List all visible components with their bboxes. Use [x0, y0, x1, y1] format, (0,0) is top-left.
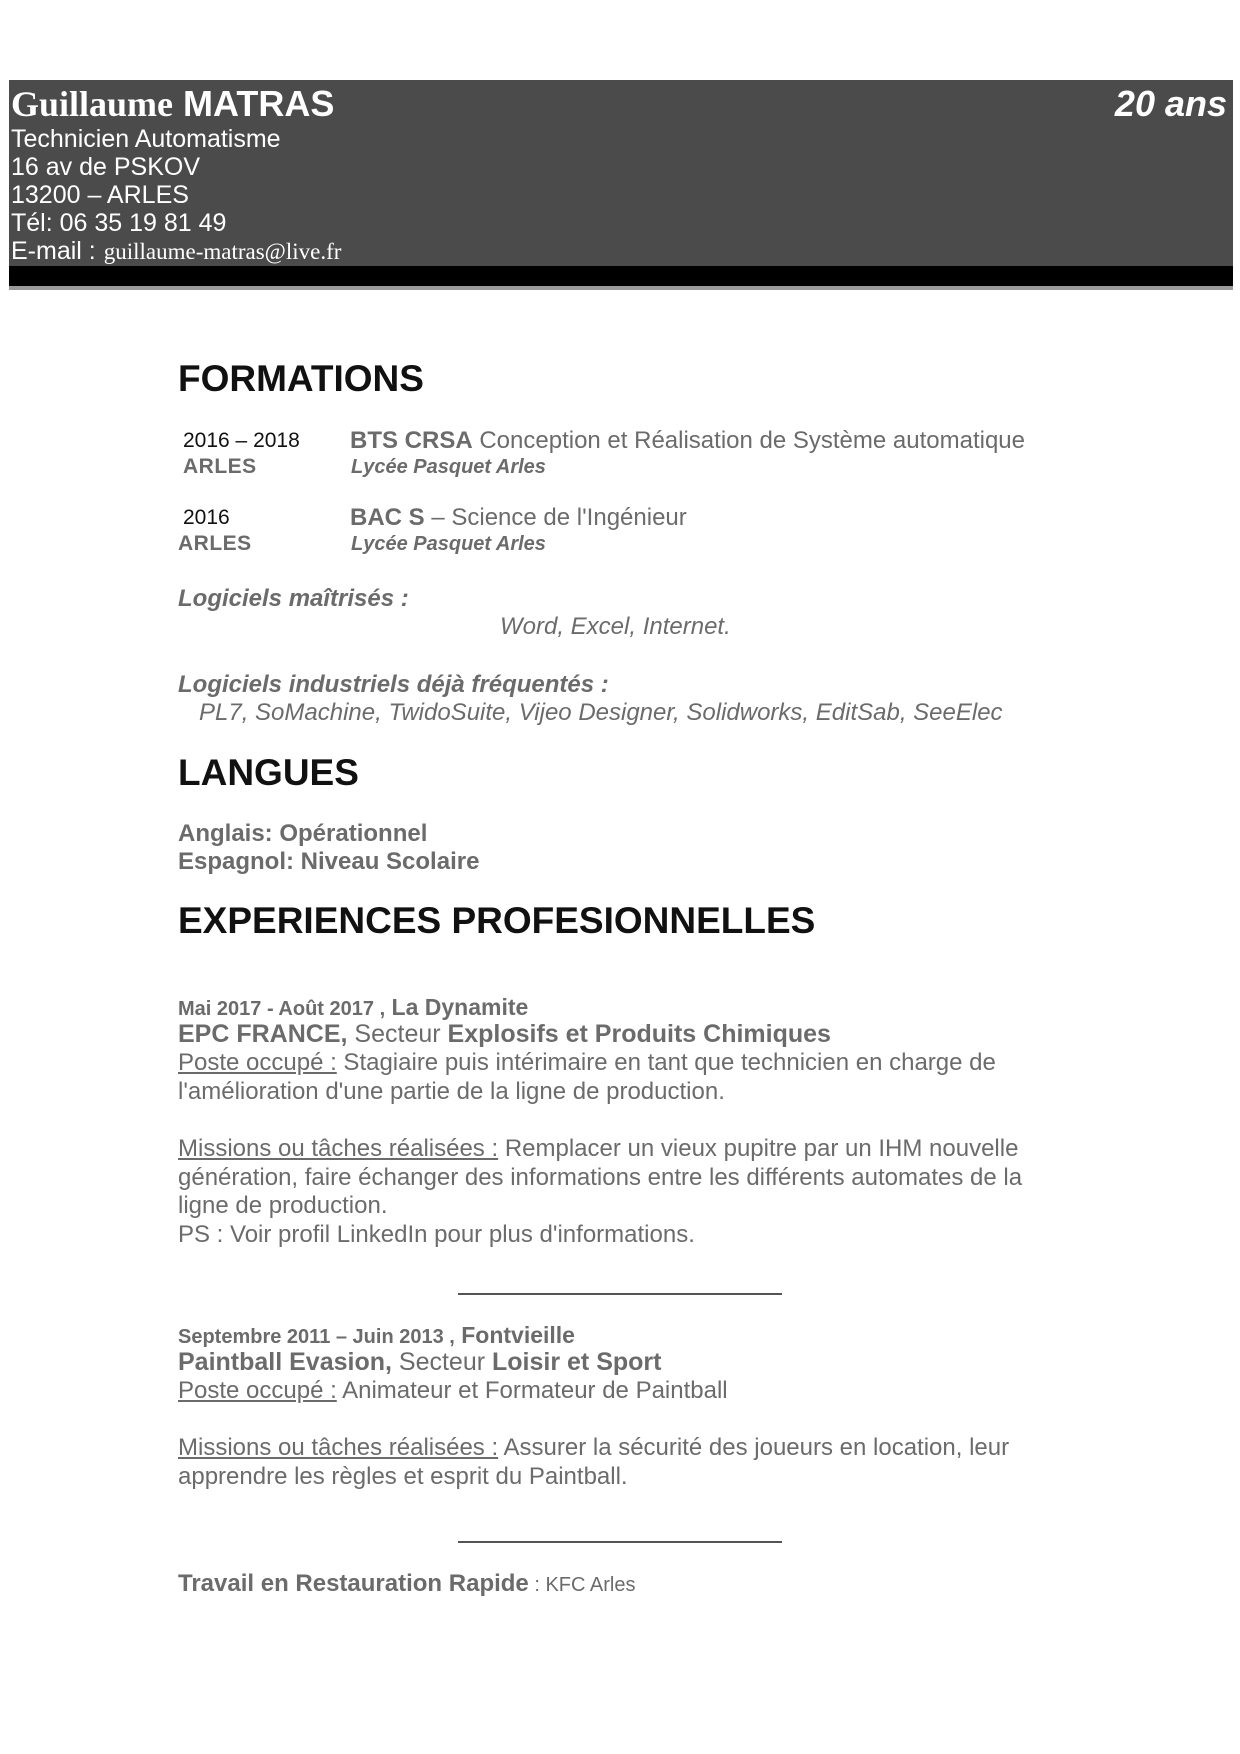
formation-school: Lycée Pasquet Arles	[351, 456, 546, 478]
experiences-heading: EXPERIENCES PROFESIONNELLES	[178, 900, 816, 941]
phone: Tél: 06 35 19 81 49	[11, 209, 227, 237]
header-divider-bar	[9, 266, 1233, 286]
candidate-age: 20 ans	[1114, 83, 1227, 124]
job-company: Paintball Evasion, Secteur Loisir et Sport	[178, 1348, 662, 1376]
job-missions: Missions ou tâches réalisées : Assurer la sécurité des joueurs en location, leur apprendre les règles et esprit du Paintball.	[178, 1434, 1010, 1490]
header-divider-line	[9, 286, 1233, 290]
industrial-software-value: PL7, SoMachine, TwidoSuite, Vijeo Designer, Solidworks, EditSab, SeeElec	[199, 699, 1003, 726]
formation-date: 2016 – 2018	[183, 429, 300, 452]
email-line	[11, 237, 341, 266]
industrial-software-label: Logiciels industriels déjà fréquentés :	[178, 671, 609, 698]
language-item: Espagnol: Niveau Scolaire	[178, 848, 480, 875]
separator-line	[458, 1541, 782, 1543]
job-dates: Mai 2017 - Août 2017 , La Dynamite	[178, 994, 529, 1020]
email-address[interactable]: guillaume-matras@live.fr	[103, 239, 342, 264]
formation-school: Lycée Pasquet Arles	[351, 533, 546, 555]
formation-degree: BAC S – Science de l'Ingénieur	[350, 504, 687, 531]
candidate-name	[11, 82, 334, 126]
address-line-1: 16 av de PSKOV	[11, 153, 201, 181]
formation-date: 2016	[183, 506, 230, 529]
last-name: MATRAS	[183, 83, 335, 124]
langues-heading: LANGUES	[178, 752, 359, 793]
job-dates: Septembre 2011 – Juin 2013 , Fontvieille	[178, 1322, 575, 1348]
cv-header	[9, 80, 1233, 266]
software-label: Logiciels maîtrisés :	[178, 585, 409, 612]
email-label: E-mail :	[11, 237, 96, 265]
separator-line	[458, 1293, 782, 1295]
formations-heading: FORMATIONS	[178, 358, 424, 399]
formation-city: ARLES	[178, 532, 252, 555]
job-title: Technicien Automatisme	[11, 125, 281, 153]
job-company: EPC FRANCE, Secteur Explosifs et Produits Chimiques	[178, 1020, 831, 1048]
job-post: Poste occupé : Animateur et Formateur de Paintball	[178, 1377, 728, 1404]
job-note: PS : Voir profil LinkedIn pour plus d'informations.	[178, 1220, 695, 1248]
extra-experience: Travail en Restauration Rapide : KFC Arles	[178, 1570, 636, 1597]
first-name: Guillaume	[11, 84, 174, 124]
address-line-2: 13200 – ARLES	[11, 181, 189, 209]
formation-degree: BTS CRSA Conception et Réalisation de Système automatique	[350, 427, 1025, 454]
software-value: Word, Excel, Internet.	[500, 613, 731, 640]
language-item: Anglais: Opérationnel	[178, 820, 428, 847]
job-post: Poste occupé : Stagiaire puis intérimaire en tant que technicien en charge de l'amélioration d'une partie de la ligne de production.	[178, 1049, 996, 1105]
job-missions: Missions ou tâches réalisées : Remplacer un vieux pupitre par un IHM nouvelle génération, faire échanger des informations entre les différents automates de la ligne de production. PS : Voir profil LinkedIn pour plus d'informations.	[178, 1135, 1023, 1248]
formation-city: ARLES	[183, 455, 257, 478]
